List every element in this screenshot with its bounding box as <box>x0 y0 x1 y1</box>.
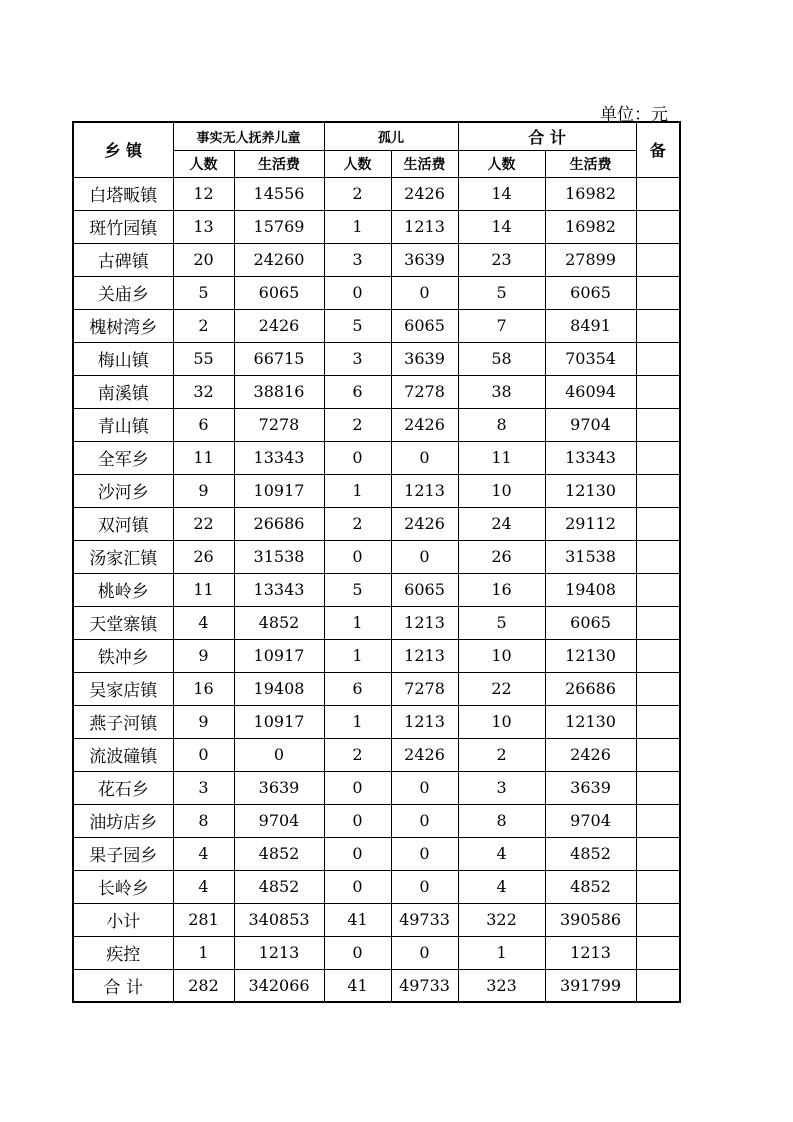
cell-count-unsupported: 282 <box>173 969 234 1002</box>
cell-region: 花石乡 <box>73 771 173 804</box>
cell-cost-orphans: 0 <box>391 276 458 309</box>
cell-cost-total: 6065 <box>545 606 636 639</box>
cell-count-total: 323 <box>458 969 545 1002</box>
cell-cost-orphans: 0 <box>391 936 458 969</box>
cell-region: 小计 <box>73 903 173 936</box>
cell-cost-unsupported: 0 <box>234 738 324 771</box>
cell-remark <box>636 936 680 969</box>
cell-region: 果子园乡 <box>73 837 173 870</box>
cell-cost-orphans: 7278 <box>391 672 458 705</box>
cell-cost-orphans: 2426 <box>391 408 458 441</box>
cell-cost-orphans: 0 <box>391 540 458 573</box>
cell-cost-total: 8491 <box>545 309 636 342</box>
cell-count-unsupported: 2 <box>173 309 234 342</box>
cell-region: 合 计 <box>73 969 173 1002</box>
cell-cost-orphans: 6065 <box>391 309 458 342</box>
cell-count-orphans: 0 <box>324 441 391 474</box>
cell-remark <box>636 507 680 540</box>
cell-remark <box>636 540 680 573</box>
cell-count-orphans: 1 <box>324 705 391 738</box>
cell-count-unsupported: 32 <box>173 375 234 408</box>
cell-count-orphans: 2 <box>324 738 391 771</box>
cell-region: 古碑镇 <box>73 243 173 276</box>
cell-cost-total: 16982 <box>545 210 636 243</box>
cell-count-unsupported: 5 <box>173 276 234 309</box>
cell-region: 吴家店镇 <box>73 672 173 705</box>
header-total: 合 计 <box>458 122 636 150</box>
header-cost-total: 生活费 <box>545 150 636 177</box>
cell-cost-unsupported: 2426 <box>234 309 324 342</box>
cell-cost-total: 46094 <box>545 375 636 408</box>
table-row <box>73 276 680 309</box>
cell-count-orphans: 1 <box>324 606 391 639</box>
cell-cost-unsupported: 4852 <box>234 837 324 870</box>
cell-remark <box>636 573 680 606</box>
cell-remark <box>636 672 680 705</box>
cell-cost-unsupported: 10917 <box>234 705 324 738</box>
cell-count-orphans: 2 <box>324 408 391 441</box>
cell-region: 梅山镇 <box>73 342 173 375</box>
cell-cost-unsupported: 13343 <box>234 573 324 606</box>
cell-cost-total: 2426 <box>545 738 636 771</box>
table-row <box>73 672 680 705</box>
cell-region: 青山镇 <box>73 408 173 441</box>
cell-cost-orphans: 0 <box>391 441 458 474</box>
table-row <box>73 375 680 408</box>
cell-count-total: 10 <box>458 474 545 507</box>
table-row <box>73 507 680 540</box>
cell-region: 铁冲乡 <box>73 639 173 672</box>
table-row <box>73 573 680 606</box>
cell-cost-unsupported: 4852 <box>234 870 324 903</box>
cell-remark <box>636 771 680 804</box>
cell-cost-total: 3639 <box>545 771 636 804</box>
header-remark: 备 <box>636 122 680 177</box>
cell-count-orphans: 3 <box>324 342 391 375</box>
table-row <box>73 804 680 837</box>
table-row <box>73 936 680 969</box>
cell-count-orphans: 41 <box>324 903 391 936</box>
table-row <box>73 243 680 276</box>
header-unsupported-children: 事实无人抚养儿童 <box>173 122 324 150</box>
cell-cost-total: 27899 <box>545 243 636 276</box>
cell-count-total: 14 <box>458 210 545 243</box>
cell-cost-total: 70354 <box>545 342 636 375</box>
cell-remark <box>636 309 680 342</box>
cell-region: 油坊店乡 <box>73 804 173 837</box>
header-cost-2: 生活费 <box>391 150 458 177</box>
cell-cost-unsupported: 26686 <box>234 507 324 540</box>
cell-count-total: 10 <box>458 705 545 738</box>
cell-count-orphans: 6 <box>324 375 391 408</box>
header-orphans: 孤儿 <box>324 122 458 150</box>
cell-count-unsupported: 13 <box>173 210 234 243</box>
cell-count-total: 4 <box>458 870 545 903</box>
cell-count-total: 5 <box>458 276 545 309</box>
cell-region: 全军乡 <box>73 441 173 474</box>
table-row <box>73 342 680 375</box>
cell-cost-total: 13343 <box>545 441 636 474</box>
cell-cost-total: 12130 <box>545 474 636 507</box>
cell-cost-orphans: 2426 <box>391 177 458 210</box>
cell-remark <box>636 177 680 210</box>
table-row <box>73 177 680 210</box>
cell-cost-unsupported: 7278 <box>234 408 324 441</box>
cell-count-total: 3 <box>458 771 545 804</box>
cell-cost-orphans: 7278 <box>391 375 458 408</box>
cell-cost-unsupported: 31538 <box>234 540 324 573</box>
cell-remark <box>636 639 680 672</box>
cell-remark <box>636 738 680 771</box>
cell-count-orphans: 0 <box>324 540 391 573</box>
cell-region: 沙河乡 <box>73 474 173 507</box>
cell-cost-orphans: 1213 <box>391 474 458 507</box>
cell-count-total: 8 <box>458 804 545 837</box>
cell-count-total: 38 <box>458 375 545 408</box>
cell-cost-unsupported: 38816 <box>234 375 324 408</box>
cell-remark <box>636 870 680 903</box>
table-row <box>73 738 680 771</box>
cell-count-orphans: 2 <box>324 507 391 540</box>
cell-region: 疾控 <box>73 936 173 969</box>
cell-cost-orphans: 1213 <box>391 606 458 639</box>
cell-count-orphans: 5 <box>324 309 391 342</box>
cell-cost-orphans: 0 <box>391 870 458 903</box>
table-row <box>73 903 680 936</box>
header-count-total: 人数 <box>458 150 545 177</box>
cell-count-unsupported: 11 <box>173 573 234 606</box>
cell-cost-unsupported: 6065 <box>234 276 324 309</box>
cell-count-orphans: 3 <box>324 243 391 276</box>
cell-count-total: 22 <box>458 672 545 705</box>
cell-cost-total: 9704 <box>545 804 636 837</box>
cell-region: 流波䃥镇 <box>73 738 173 771</box>
cell-count-unsupported: 281 <box>173 903 234 936</box>
cell-count-orphans: 1 <box>324 474 391 507</box>
cell-cost-orphans: 6065 <box>391 573 458 606</box>
cell-cost-orphans: 2426 <box>391 507 458 540</box>
cell-remark <box>636 375 680 408</box>
cell-count-orphans: 0 <box>324 804 391 837</box>
cell-count-total: 5 <box>458 606 545 639</box>
table-row <box>73 771 680 804</box>
cell-remark <box>636 243 680 276</box>
cell-cost-unsupported: 4852 <box>234 606 324 639</box>
table-row <box>73 606 680 639</box>
cell-count-unsupported: 8 <box>173 804 234 837</box>
cell-cost-total: 26686 <box>545 672 636 705</box>
cell-cost-orphans: 1213 <box>391 705 458 738</box>
table-row <box>73 408 680 441</box>
cell-count-unsupported: 12 <box>173 177 234 210</box>
cell-cost-total: 1213 <box>545 936 636 969</box>
cell-remark <box>636 804 680 837</box>
cell-count-unsupported: 3 <box>173 771 234 804</box>
cell-cost-orphans: 0 <box>391 771 458 804</box>
cell-region: 桃岭乡 <box>73 573 173 606</box>
cell-cost-unsupported: 66715 <box>234 342 324 375</box>
cell-cost-unsupported: 24260 <box>234 243 324 276</box>
cell-cost-unsupported: 13343 <box>234 441 324 474</box>
cell-count-total: 58 <box>458 342 545 375</box>
cell-cost-orphans: 49733 <box>391 903 458 936</box>
cell-count-unsupported: 9 <box>173 639 234 672</box>
table-row <box>73 705 680 738</box>
cell-cost-orphans: 0 <box>391 804 458 837</box>
cell-count-unsupported: 9 <box>173 474 234 507</box>
cell-count-unsupported: 1 <box>173 936 234 969</box>
cell-count-unsupported: 11 <box>173 441 234 474</box>
cell-count-unsupported: 55 <box>173 342 234 375</box>
cell-cost-orphans: 1213 <box>391 639 458 672</box>
cell-region: 燕子河镇 <box>73 705 173 738</box>
cell-cost-unsupported: 19408 <box>234 672 324 705</box>
cell-cost-orphans: 49733 <box>391 969 458 1002</box>
table-row <box>73 870 680 903</box>
cell-cost-total: 12130 <box>545 639 636 672</box>
cell-cost-total: 29112 <box>545 507 636 540</box>
cell-count-total: 10 <box>458 639 545 672</box>
cell-count-total: 2 <box>458 738 545 771</box>
header-cost-1: 生活费 <box>234 150 324 177</box>
cell-remark <box>636 276 680 309</box>
cell-count-total: 11 <box>458 441 545 474</box>
cell-remark <box>636 441 680 474</box>
unit-label: 单位：元 <box>600 105 668 125</box>
cell-cost-unsupported: 10917 <box>234 639 324 672</box>
table-row <box>73 540 680 573</box>
cell-count-orphans: 0 <box>324 837 391 870</box>
table-row <box>73 441 680 474</box>
cell-count-total: 26 <box>458 540 545 573</box>
cell-count-unsupported: 4 <box>173 870 234 903</box>
cell-count-orphans: 6 <box>324 672 391 705</box>
cell-region: 槐树湾乡 <box>73 309 173 342</box>
cell-count-total: 8 <box>458 408 545 441</box>
cell-count-unsupported: 22 <box>173 507 234 540</box>
cell-region: 天堂寨镇 <box>73 606 173 639</box>
cell-count-orphans: 0 <box>324 771 391 804</box>
cell-count-total: 1 <box>458 936 545 969</box>
header-region: 乡 镇 <box>73 122 173 177</box>
cell-region: 南溪镇 <box>73 375 173 408</box>
cell-cost-orphans: 1213 <box>391 210 458 243</box>
table-body <box>73 177 680 1002</box>
cell-cost-total: 19408 <box>545 573 636 606</box>
cell-count-unsupported: 20 <box>173 243 234 276</box>
cell-count-total: 7 <box>458 309 545 342</box>
cell-count-unsupported: 6 <box>173 408 234 441</box>
table-row <box>73 309 680 342</box>
cell-count-unsupported: 26 <box>173 540 234 573</box>
cell-count-unsupported: 4 <box>173 606 234 639</box>
cell-cost-orphans: 3639 <box>391 243 458 276</box>
cell-cost-total: 16982 <box>545 177 636 210</box>
cell-remark <box>636 903 680 936</box>
cell-cost-total: 391799 <box>545 969 636 1002</box>
table-row <box>73 474 680 507</box>
cell-count-unsupported: 9 <box>173 705 234 738</box>
cell-count-total: 23 <box>458 243 545 276</box>
header-count-2: 人数 <box>324 150 391 177</box>
table-row <box>73 639 680 672</box>
cell-remark <box>636 705 680 738</box>
cell-region: 双河镇 <box>73 507 173 540</box>
cell-remark <box>636 342 680 375</box>
cell-count-orphans: 1 <box>324 639 391 672</box>
cell-count-unsupported: 0 <box>173 738 234 771</box>
cell-count-unsupported: 16 <box>173 672 234 705</box>
cell-remark <box>636 210 680 243</box>
cell-cost-unsupported: 15769 <box>234 210 324 243</box>
cell-count-orphans: 0 <box>324 870 391 903</box>
cell-cost-unsupported: 9704 <box>234 804 324 837</box>
cell-remark <box>636 837 680 870</box>
cell-count-total: 24 <box>458 507 545 540</box>
cell-count-orphans: 41 <box>324 969 391 1002</box>
cell-count-unsupported: 4 <box>173 837 234 870</box>
cell-remark <box>636 606 680 639</box>
cell-region: 长岭乡 <box>73 870 173 903</box>
cell-region: 关庙乡 <box>73 276 173 309</box>
cell-cost-orphans: 2426 <box>391 738 458 771</box>
cell-cost-orphans: 0 <box>391 837 458 870</box>
cell-count-orphans: 0 <box>324 276 391 309</box>
cell-cost-unsupported: 3639 <box>234 771 324 804</box>
table-row <box>73 969 680 1002</box>
cell-region: 汤家汇镇 <box>73 540 173 573</box>
cell-remark <box>636 408 680 441</box>
cell-count-total: 14 <box>458 177 545 210</box>
cell-remark <box>636 474 680 507</box>
table-row <box>73 210 680 243</box>
cell-count-total: 322 <box>458 903 545 936</box>
cell-cost-unsupported: 14556 <box>234 177 324 210</box>
cell-cost-total: 6065 <box>545 276 636 309</box>
cell-count-orphans: 1 <box>324 210 391 243</box>
cell-count-orphans: 2 <box>324 177 391 210</box>
cell-count-orphans: 0 <box>324 936 391 969</box>
cell-region: 白塔畈镇 <box>73 177 173 210</box>
cell-cost-unsupported: 342066 <box>234 969 324 1002</box>
cell-cost-total: 31538 <box>545 540 636 573</box>
cell-cost-unsupported: 10917 <box>234 474 324 507</box>
cell-cost-unsupported: 1213 <box>234 936 324 969</box>
header-count-1: 人数 <box>173 150 234 177</box>
cell-count-total: 4 <box>458 837 545 870</box>
allowance-table <box>72 121 681 1003</box>
cell-cost-total: 9704 <box>545 408 636 441</box>
cell-cost-total: 390586 <box>545 903 636 936</box>
cell-cost-total: 12130 <box>545 705 636 738</box>
cell-region: 斑竹园镇 <box>73 210 173 243</box>
cell-remark <box>636 969 680 1002</box>
cell-count-total: 16 <box>458 573 545 606</box>
cell-cost-total: 4852 <box>545 870 636 903</box>
cell-count-orphans: 5 <box>324 573 391 606</box>
cell-cost-orphans: 3639 <box>391 342 458 375</box>
cell-cost-unsupported: 340853 <box>234 903 324 936</box>
cell-cost-total: 4852 <box>545 837 636 870</box>
table-row <box>73 837 680 870</box>
